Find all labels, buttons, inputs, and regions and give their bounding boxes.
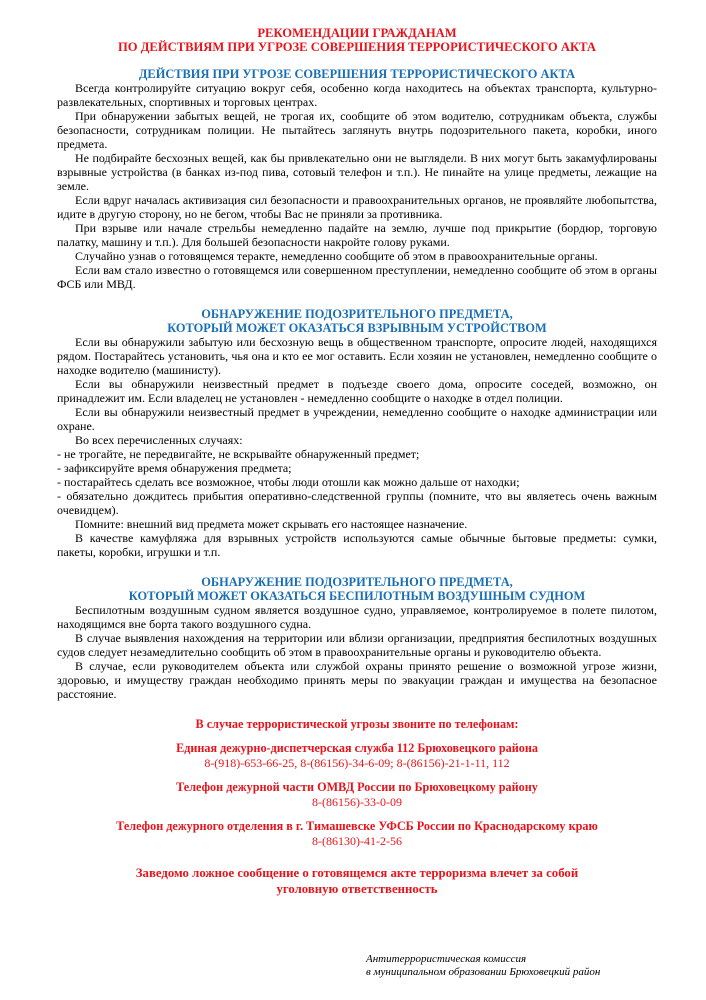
section-1-paragraph: Случайно узнав о готовящемся теракте, немедленно сообщите об этом в правоохранительные органы. — [75, 249, 598, 263]
bullet-item: - не трогайте, не передвигайте, не вскрывайте обнаруженный предмет; — [57, 447, 420, 461]
section-1-heading: ДЕЙСТВИЯ ПРИ УГРОЗЕ СОВЕРШЕНИЯ ТЕРРОРИСТИЧЕСКОГО АКТА — [138, 67, 576, 81]
phone-service-name: Единая дежурно-диспетчерская служба 112 Брюховецкого района — [176, 741, 538, 755]
section-1-paragraph: При обнаружении забытых вещей, не трогая их, сообщите об этом водителю, сотрудникам объекта, службы безопасности, сотрудникам полиции. Не пытайтесь заглянуть внутрь подозрительного пакета, коробки, иного предмета. — [57, 109, 657, 151]
section-1-paragraph: При взрыве или начале стрельбы немедленно падайте на землю, лучше под прикрытие (бордюр, торговую палатку, машину и т.п.). Для большей безопасности накройте голову руками. — [57, 221, 657, 249]
section-3-paragraph: Беспилотным воздушным судном является воздушное судно, управляемое, контролируемое в полете пилотом, находящимся вне борта такого воздушного судна. — [57, 603, 657, 631]
phone-numbers: 8-(86156)-33-0-09 — [312, 795, 402, 809]
section-2-paragraph: В качестве камуфляжа для взрывных устройств используются самые обычные бытовые предметы: сумки, пакеты, коробки, игрушки и т.п. — [57, 531, 657, 559]
section-3-heading: ОБНАРУЖЕНИЕ ПОДОЗРИТЕЛЬНОГО ПРЕДМЕТА, КОТОРЫЙ МОЖЕТ ОКАЗАТЬСЯ БЕСПИЛОТНЫМ ВОЗДУШНЫМ СУДНОМ — [128, 575, 586, 603]
title-line-2: ПО ДЕЙСТВИЯМ ПРИ УГРОЗЕ СОВЕРШЕНИЯ ТЕРРОРИСТИЧЕСКОГО АКТА — [118, 40, 596, 54]
phones-intro: В случае террористической угрозы звоните по телефонам: — [195, 717, 519, 731]
phone-numbers: 8-(918)-653-66-25, 8-(86156)-34-6-09; 8-(86156)-21-1-11, 112 — [204, 756, 510, 770]
section-2-paragraph: Помните: внешний вид предмета может скрывать его настоящее назначение. — [75, 517, 468, 531]
section-1-paragraph: Не подбирайте бесхозных вещей, как бы привлекательно они не выглядели. В них могут быть закамуфлированы взрывные устройства (в банках из-под пива, сотовый телефон и т.п.). Не пинайте на улице предметы, лежащие на земле. — [57, 151, 657, 193]
phone-contacts — [57, 717, 657, 849]
section-2-paragraph: Во всех перечисленных случаях: — [75, 433, 243, 447]
section-2-paragraph: Если вы обнаружили неизвестный предмет в учреждении, немедленно сообщите о находке администрации или охране. — [57, 405, 657, 433]
section-2-paragraph: Если вы обнаружили неизвестный предмет в подъезде своего дома, опросите соседей, возможно, он принадлежит им. Если владелец не установлен - немедленно сообщите о находке в отдел полиции. — [57, 377, 657, 405]
section-2-heading: ОБНАРУЖЕНИЕ ПОДОЗРИТЕЛЬНОГО ПРЕДМЕТА, КОТОРЫЙ МОЖЕТ ОКАЗАТЬСЯ ВЗРЫВНЫМ УСТРОЙСТВОМ — [167, 307, 547, 335]
title-line-1: РЕКОМЕНДАЦИИ ГРАЖДАНАМ — [257, 26, 457, 40]
signature: Антитеррористическая комиссия в муниципальном образовании Брюховецкий район — [366, 953, 601, 978]
false-report-warning: Заведомо ложное сообщение о готовящемся акте терроризма влечет за собой уголовную ответственность — [135, 866, 579, 896]
bullet-item: - обязательно дождитесь прибытия оперативно-следственной группы (помните, что вы являетесь очень важным очевидцем). — [57, 489, 657, 517]
section-1-paragraph: Всегда контролируйте ситуацию вокруг себя, особенно когда находитесь на объектах транспорта, культурно-развлекательных, спортивных и торговых центрах. — [57, 81, 657, 109]
bullet-item: - постарайтесь сделать все возможное, чтобы люди отошли как можно дальше от находки; — [57, 475, 520, 489]
section-1-paragraph: Если вдруг началась активизация сил безопасности и правоохранительных органов, не проявляйте любопытства, идите в другую сторону, но не бегом, чтобы Вас не приняли за противника. — [57, 193, 657, 221]
section-3-paragraph: В случае, если руководителем объекта или службой охраны принято решение о возможной угрозе жизни, здоровью, и имуществу граждан необходимо принять меры по эвакуации граждан и имущества на безопасное расстояние. — [57, 659, 657, 701]
bullet-item: - зафиксируйте время обнаружения предмета; — [57, 461, 292, 475]
document-title — [57, 26, 657, 54]
phone-service-name: Телефон дежурной части ОМВД России по Брюховецкому району — [176, 780, 538, 794]
section-1-paragraph: Если вам стало известно о готовящемся или совершенном преступлении, немедленно сообщите об этом в органы ФСБ или МВД. — [57, 263, 657, 291]
section-3-paragraph: В случае выявления нахождения на территории или вблизи организации, предприятия беспилотных воздушных судов следует незамедлительно сообщить об этом в правоохранительные органы и руководителю объекта. — [57, 631, 657, 659]
phone-numbers: 8-(86130)-41-2-56 — [312, 834, 402, 848]
phone-service-name: Телефон дежурного отделения в г. Тимашевске УФСБ России по Краснодарскому краю — [116, 819, 598, 833]
section-2-paragraph: Если вы обнаружили забытую или бесхозную вещь в общественном транспорте, опросите людей, находящихся рядом. Постарайтесь установить, чья она и кто ее мог оставить. Если хозяин не установлен, немедленно сообщите о находке водителю (машинисту). — [57, 335, 657, 377]
